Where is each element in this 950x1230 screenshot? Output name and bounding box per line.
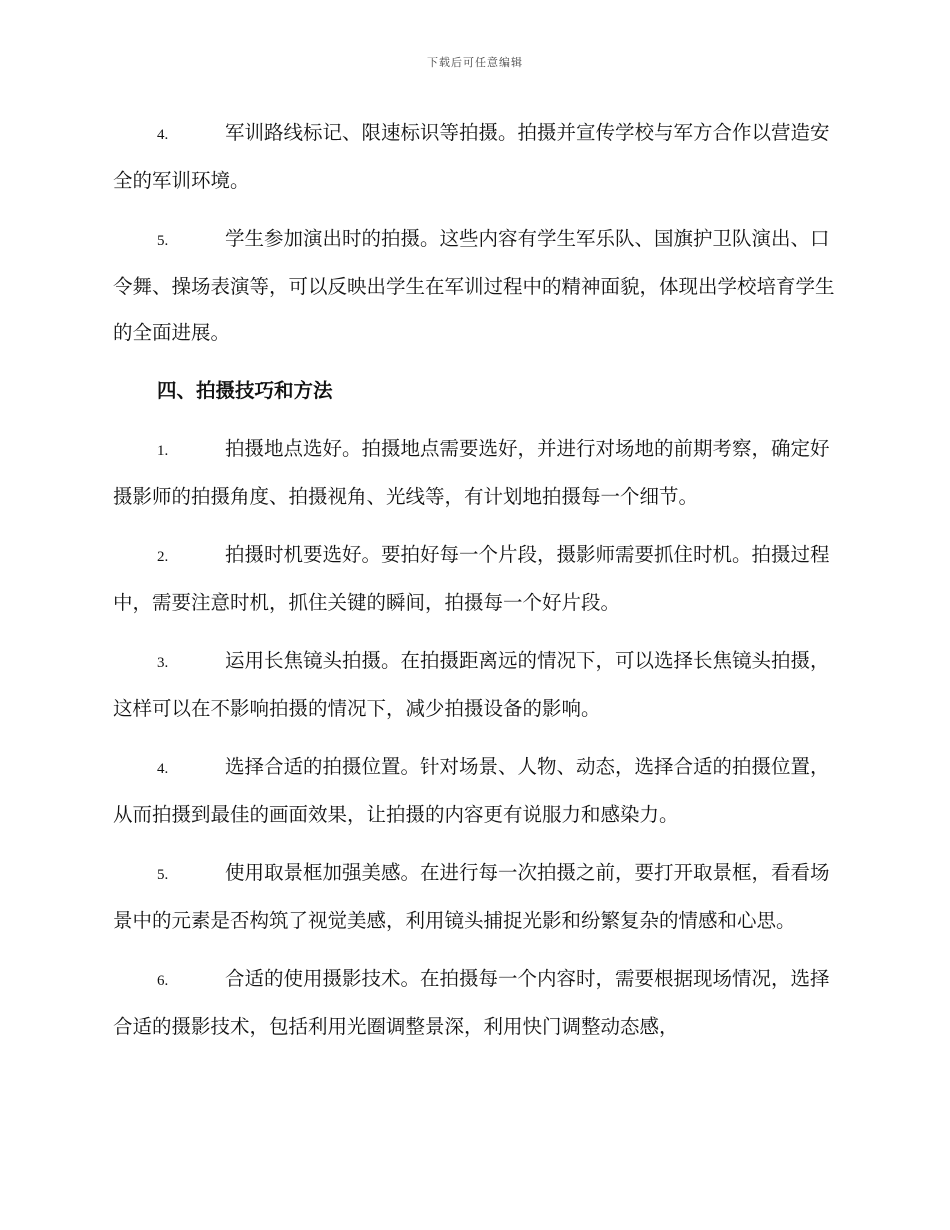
list-item-text: 合适的使用摄影技术。在拍摄每一个内容时，需要根据现场情况，选择合适的摄影技术，包括利用光圈调整景深，利用快门调整动态感， <box>113 967 830 1038</box>
document-body <box>113 110 835 1062</box>
list-number: 2. <box>157 549 169 565</box>
list-item-text: 选择合适的拍摄位置。针对场景、人物、动态，选择合适的拍摄位置，从而拍摄到最佳的画面效果，让拍摄的内容更有说服力和感染力。 <box>113 755 830 826</box>
list-item-1 <box>113 426 835 520</box>
list-item-5 <box>113 216 835 356</box>
list-number: 1. <box>157 443 169 459</box>
list-item-4b <box>113 744 835 838</box>
list-item-text: 使用取景框加强美感。在进行每一次拍摄之前，要打开取景框，看看场景中的元素是否构筑了视觉美感，利用镜头捕捉光影和纷繁复杂的情感和心思。 <box>113 861 830 932</box>
list-item-5b <box>113 850 835 944</box>
list-number: 4. <box>157 761 169 777</box>
list-item-6 <box>113 956 835 1050</box>
list-item-text: 运用长焦镜头拍摄。在拍摄距离远的情况下，可以选择长焦镜头拍摄，这样可以在不影响拍摄的情况下，减少拍摄设备的影响。 <box>113 649 830 720</box>
list-number: 6. <box>157 973 169 989</box>
page-header: 下载后可任意编辑 <box>427 56 523 69</box>
list-number: 5. <box>157 867 169 883</box>
list-item-4 <box>113 110 835 204</box>
list-item-text: 军训路线标记、限速标识等拍摄。拍摄并宣传学校与军方合作以营造安全的军训环境。 <box>113 121 830 192</box>
list-item-text: 拍摄地点选好。拍摄地点需要选好，并进行对场地的前期考察，确定好摄影师的拍摄角度、拍摄视角、光线等，有计划地拍摄每一个细节。 <box>113 437 830 508</box>
list-item-3 <box>113 638 835 732</box>
list-item-text: 拍摄时机要选好。要拍好每一个片段，摄影师需要抓住时机。拍摄过程中，需要注意时机，抓住关键的瞬间，拍摄每一个好片段。 <box>113 543 830 614</box>
list-number: 5. <box>157 233 169 249</box>
section-heading: 四、拍摄技巧和方法 <box>157 379 333 402</box>
list-item-text: 学生参加演出时的拍摄。这些内容有学生军乐队、国旗护卫队演出、口令舞、操场表演等，可以反映出学生在军训过程中的精神面貌，体现出学校培育学生的全面进展。 <box>113 227 835 344</box>
list-number: 3. <box>157 655 169 671</box>
list-item-2 <box>113 532 835 626</box>
list-number: 4. <box>157 127 169 143</box>
